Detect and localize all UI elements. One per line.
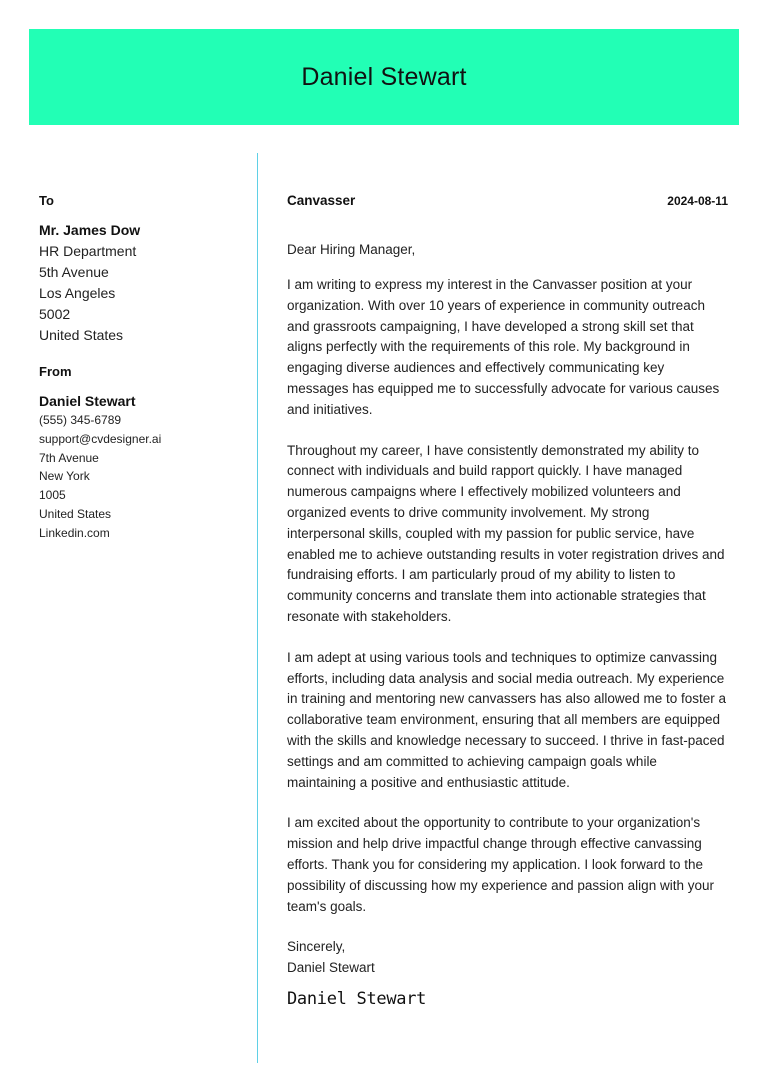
header-banner: [29, 29, 739, 125]
recipient-zip: 5002: [39, 306, 71, 322]
sender-website: Linkedin.com: [39, 525, 110, 540]
sender-street: 7th Avenue: [39, 450, 99, 465]
recipient-street: 5th Avenue: [39, 264, 109, 280]
paragraph: I am writing to express my interest in the Canvasser position at your organization. With over 10 years of experience in community outreach and grassroots campaigning, I have developed a strong skill set that aligns perfectly with the requirements of this role. My background in engaging diverse audiences and effectively communicating key messages has equipped me to successfully advocate for various causes and initiatives.: [287, 277, 720, 417]
closing-phrase: Sincerely,: [287, 939, 346, 955]
sender-phone: (555) 345-6789: [39, 413, 122, 427]
recipient-city: Los Angeles: [39, 285, 116, 301]
letter-date: 2024-08-11: [667, 194, 728, 208]
job-title: Canvasser: [287, 193, 356, 208]
paragraph: I am excited about the opportunity to contribute to your organization's mission and help drive impactful change through effective canvassing efforts. Thank you for considering my application. I look forward to the possibility of discussing how my experience and passion align with your team's goals.: [287, 815, 714, 914]
recipient-name: Mr. James Dow: [39, 222, 141, 238]
sender-block: [39, 364, 244, 543]
greeting: Dear Hiring Manager,: [287, 242, 416, 257]
signature: Daniel Stewart: [287, 988, 427, 1009]
address-column: [39, 193, 244, 543]
recipient-label: To: [39, 193, 54, 208]
recipient-country: United States: [39, 327, 124, 343]
recipient-department: HR Department: [39, 243, 137, 259]
closing-name: Daniel Stewart: [287, 960, 375, 976]
sender-country: United States: [39, 506, 112, 521]
letter-heading-row: [287, 193, 728, 208]
letter-body: [287, 193, 728, 1009]
header-name: Daniel Stewart: [301, 62, 467, 91]
sender-zip: 1005: [39, 488, 66, 503]
paragraph: Throughout my career, I have consistently demonstrated my ability to connect with individuals and build rapport quickly. I have managed numerous campaigns where I effectively mobilized volunteers and organized events to drive community involvement. My strong interpersonal skills, coupled with my passion for public service, have enabled me to achieve outstanding results in voter registration drives and fundraising efforts. I am particularly proud of my ability to listen to community concerns and translate them into actionable strategies that resonate with stakeholders.: [287, 442, 725, 624]
paragraph: I am adept at using various tools and techniques to optimize canvassing efforts, including data analysis and social media outreach. My experience in training and mentoring new canvassers has also allowed me to foster a collaborative team environment, ensuring that all members are equipped with the skills and knowledge necessary to succeed. I thrive in fast-paced settings and am committed to achieving campaign goals while maintaining a positive and enthusiastic attitude.: [287, 649, 726, 790]
recipient-block: [39, 193, 244, 346]
column-divider: [257, 153, 258, 1063]
closing: [287, 937, 728, 979]
sender-label: From: [39, 364, 72, 379]
sender-city: New York: [39, 469, 90, 484]
sender-name: Daniel Stewart: [39, 393, 136, 409]
sender-email: support@cvdesigner.ai: [39, 431, 162, 446]
